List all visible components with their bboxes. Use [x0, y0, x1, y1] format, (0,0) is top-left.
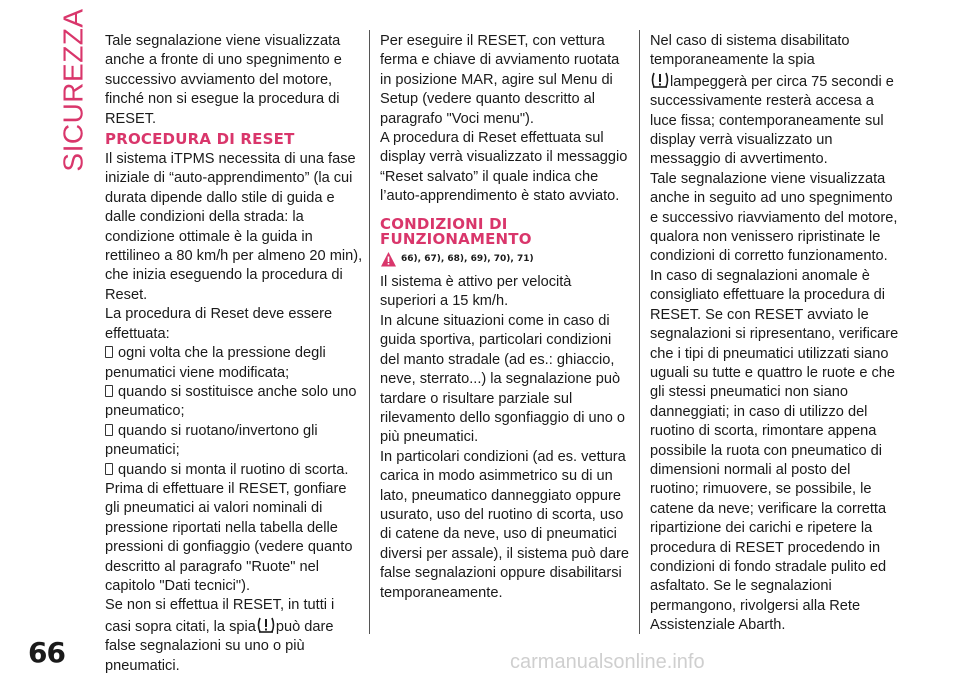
- checkbox-bullet-icon: [105, 463, 113, 475]
- paragraph: In caso di segnalazioni anomale è consigliato effettuare la procedura di RESET. Se con RESET avviato le segnalazioni si ripresentano, verificare che i tipi di pneumatici utilizzati siano uguali su tutte e quattro le ruote e che gli stessi pneumatici non siano danneggiati; in caso di utilizzo del ruotino di scorta, rimontare appena possibile la ruota con pneumatico di dimensioni normali al posto del ruotino; rimuovere, se possibile, le catene da neve; verificare la corretta ripartizione dei carichi e ripetere la procedura di RESET procedendo in condizioni di fondo stradale pulito ed asfaltato. Se le segnalazioni permangono, rivolgersi alla Rete Assistenziale Abarth.: [650, 267, 899, 634]
- intro-paragraph: Tale segnalazione viene visualizzata anche a fronte di uno spegnimento e successivo avviamento del motore, finché non si esegue la procedura di RESET.: [105, 33, 342, 127]
- tyre-pressure-warning-icon: [650, 71, 670, 89]
- warning-triangle-icon: [380, 251, 397, 268]
- reset-procedure-heading: PROCEDURA DI RESET: [105, 130, 295, 149]
- paragraph: In alcune situazioni come in caso di guida sportiva, particolari condizioni del manto stradale (ad es.: ghiaccio, neve, sterrato...) la segnalazione può tardare o risultare parziale sul rilevamento dello sgonfiaggio di uno o più pneumatici.: [380, 312, 626, 446]
- list-item: quando si ruotano/invertono gli pneumatici;: [105, 422, 318, 459]
- checkbox-bullet-icon: [105, 385, 113, 397]
- paragraph: Per eseguire il RESET, con vettura ferma e chiave di avviamento ruotata in posizione MAR, agire sul Menu di Setup (vedere quanto descritto al paragrafo "Voci menu").: [380, 33, 620, 127]
- watermark: carmanualsonline.info: [510, 651, 705, 673]
- page-number: 66: [28, 636, 65, 669]
- paragraph: Nel caso di sistema disabilitato temporaneamente la spia lampeggerà per circa 75 secondi e successivamente resterà accesa a luce fissa; contemporaneamente sul display verrà visualizzato un messaggio di avvertimento.: [650, 33, 894, 168]
- paragraph: Prima di effettuare il RESET, gonfiare gli pneumatici ai valori nominali di pressione riportati nella tabella delle pressioni di gonfiaggio (vedere quanto descritto al paragrafo "Ruote" nel capitolo "Dati tecnici").: [105, 480, 353, 594]
- column-3: [650, 32, 900, 636]
- paragraph: Il sistema è attivo per velocità superiori a 15 km/h.: [380, 274, 572, 310]
- column-divider: [369, 30, 370, 634]
- paragraph: Il sistema iTPMS necessita di una fase iniziale di “auto-apprendimento” (la cui durata dipende dallo stile di guida e dalle condizioni della strada: la condizione ottimale è la guida in rettilineo a 80 km/h per almeno 20 min), che inizia eseguendo la procedura di Reset.: [105, 151, 363, 303]
- column-divider: [639, 30, 640, 634]
- section-title: SICUREZZA: [58, 8, 89, 172]
- paragraph: Se non si effettua il RESET, in tutti i casi sopra citati, la spia può dare false segnalazioni su uno o più pneumatici.: [105, 597, 335, 674]
- list-item: ogni volta che la pressione degli penumatici viene modificata;: [105, 345, 326, 381]
- tyre-pressure-warning-icon: [256, 616, 276, 634]
- paragraph: In particolari condizioni (ad es. vettura carica in modo asimmetrico su di un lato, pneumatico danneggiato oppure usurato, uso del ruotino di scorta, uso di catene da neve, uso di pneumatici diversi per assale), il sistema può dare false segnalazioni oppure disabilitarsi temporaneamente.: [380, 448, 630, 601]
- paragraph: Tale segnalazione viene visualizzata anche in seguito ad uno spegnimento e successivo riavviamento del motore, qualora non venissero ripristinate le condizioni di corretto funzionamento.: [650, 170, 898, 265]
- checkbox-bullet-icon: [105, 424, 113, 436]
- list-item: quando si sostituisce anche solo uno pneumatico;: [105, 383, 357, 420]
- paragraph: A procedura di Reset effettuata sul display verrà visualizzato il messaggio “Reset salvato” il quale indica che l’auto-apprendimento è stato avviato.: [380, 130, 628, 205]
- column-1: [105, 32, 363, 676]
- paragraph: La procedura di Reset deve essere effettuata:: [105, 306, 333, 342]
- column-2: [380, 32, 630, 603]
- warning-references: 66), 67), 68), 69), 70), 71): [380, 250, 630, 269]
- operating-conditions-heading: CONDIZIONI DI FUNZIONAMENTO: [380, 214, 532, 248]
- list-item: quando si monta il ruotino di scorta.: [105, 461, 363, 480]
- checkbox-bullet-icon: [105, 346, 113, 358]
